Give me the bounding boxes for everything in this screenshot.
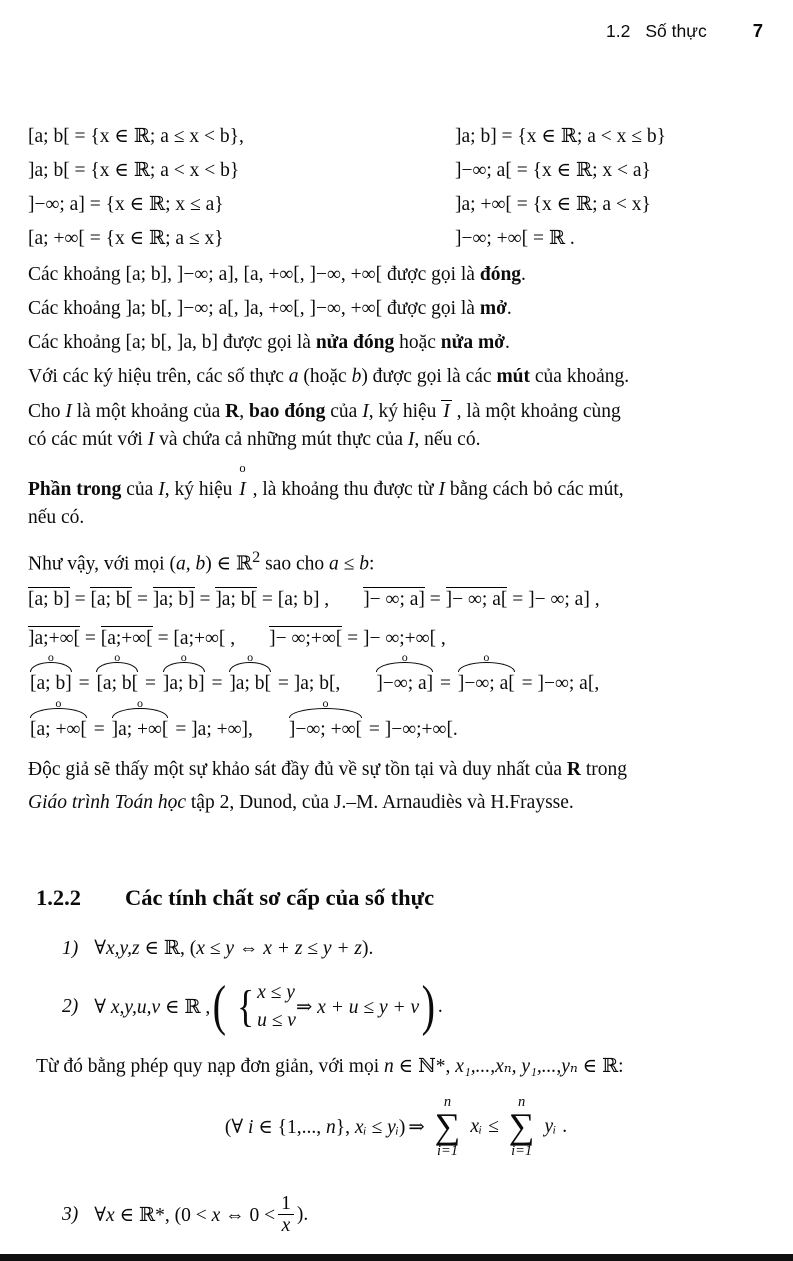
interval-row [28,120,767,154]
variable: xᵢ [470,1115,483,1137]
relation: ≤ [488,1115,499,1137]
fraction [277,1193,295,1237]
interior-ring-expression [30,695,87,743]
sigma-icon: ∑ [434,1106,461,1147]
equation-text: = [79,627,101,649]
text: , nếu có. [414,429,481,450]
text: . [562,1115,568,1137]
text: Từ đó bằng phép quy nạp đơn giản, với mọi [36,1055,385,1077]
interval-def: [a; +∞[ = {x ∈ ℝ; a ≤ x} [28,228,224,249]
text: ). [362,937,374,959]
arc-accent [289,708,362,718]
ring-accent: o [483,649,490,664]
interval-row [28,222,767,256]
variable: x [211,1204,221,1226]
open-intervals-line [28,292,767,326]
interval-def: ]−∞; a] = {x ∈ ℝ; x ≤ a} [28,194,224,215]
equation-text: = ]− ∞;+∞[ , [342,627,446,649]
interior-ring-expression [96,649,139,697]
variable: yᵢ [544,1115,557,1137]
equation-text: = [a; b] , [257,588,330,610]
closure-bar-expression: [a;+∞[ [100,627,153,649]
item-label: 2) [62,995,79,1017]
interior-line-2: nếu có. [28,507,85,528]
variable: b [351,366,362,387]
implication [296,995,419,1019]
interior-definition-paragraph [28,456,767,532]
text: , ký hiệu [164,479,238,500]
text: ∀ [94,937,107,959]
interval-expression: ]−∞; +∞[ [288,718,362,740]
closure-bar-expression: ]a; b[ [215,588,257,610]
variable: a ≤ b [329,553,369,575]
interval-expression: ]−∞; a[ [457,672,515,694]
text: ∈ ℝ, ( [139,937,197,959]
bold-term: nửa mở [440,332,505,353]
variable: I [65,401,72,422]
ring-accent: o [137,695,144,710]
interior-equation-line-2 [28,695,767,743]
equation-text: = [206,672,228,694]
case-condition: u ≤ v [257,1009,296,1031]
text: bằng cách bỏ các mút, [444,479,624,500]
bold-term: mở [479,298,507,319]
sum-inequality-equation [28,1091,767,1163]
ring-accent: o [322,695,329,710]
variable: x,y,z [106,937,140,959]
text: sao cho [260,553,330,575]
text: trong [580,758,627,780]
equation-text: = [73,672,95,694]
implies-arrow: ⇒ [408,1116,425,1138]
running-section-number: 1.2 [606,21,631,41]
item-label: 3) [62,1203,79,1225]
interval-expression: [a; +∞[ [30,718,87,740]
equation-text: = ]a; +∞], [170,718,253,740]
arc-accent [376,662,433,672]
closure-definition-paragraph [28,398,767,454]
arc-accent [163,662,205,672]
equation-text: = [88,718,110,740]
equation-text: = ]a; b[, [273,672,341,694]
section-heading [36,883,767,913]
equation-text: = [a;+∞[ , [152,627,236,649]
arc-accent [30,662,72,672]
text: ). [296,1203,309,1225]
text: hoặc [394,332,441,353]
superscript: 2 [252,548,261,566]
cases-stack [257,979,296,1034]
reference-line-1 [28,753,767,786]
equation-text: = [132,588,153,610]
running-section-title: Số thực [645,21,707,41]
bold-term: bao đóng [248,401,326,422]
text: ⇔ [234,937,264,959]
text: của [121,479,159,500]
ring-accent: o [55,695,62,710]
interval-expression: ]a; +∞[ [111,718,169,740]
text: Với các ký hiệu trên, các số thực [28,366,289,387]
text: . [506,298,512,319]
text: ∀ [94,1204,107,1226]
reference-paragraph [28,753,767,819]
cases-brace: { [237,981,254,1031]
endpoints-line [28,360,767,394]
text: . [504,332,510,353]
interior-equation-line-1 [28,649,767,697]
closure-bar-expression: [a; b] [28,588,70,610]
text: ) [398,1116,406,1138]
text: Các khoảng ]a; b[, ]−∞; a[, ]a, +∞[, ]−∞, +∞[ được gọi là [28,298,480,319]
text: . [437,995,443,1017]
variable: a, b [175,553,206,575]
item-label: 1) [62,937,79,959]
text: ∈ ℕ*, [393,1055,456,1077]
interval-def: ]a; b[ = {x ∈ ℝ; a < x < b} [28,160,240,181]
interior-ring-expression [457,649,515,697]
variable: x,y,u,v [110,996,161,1018]
variable: I [407,429,415,450]
closure-bar-expression: ]a; b] [152,588,195,610]
text: ) được gọi là các [361,366,497,387]
text: có các mút với [28,429,148,450]
variable: I [147,429,155,450]
case-condition: x ≤ y [257,982,295,1004]
equation-text: = [69,588,91,610]
variable: n [326,1116,336,1138]
closure-equation-line-2 [28,621,767,652]
bold-term: mút [496,366,531,387]
closed-intervals-line [28,258,767,292]
sigma-icon: ∑ [508,1106,535,1147]
variable: a [288,366,299,387]
implies-arrow: ⇒ [295,996,318,1018]
sum-lower-limit: i=1 [436,1142,459,1159]
variable: x + z ≤ y + z [263,937,363,959]
bold-term: Phần trong [28,479,122,500]
interior-line-1 [28,461,767,504]
interval-expression: [a; b] [30,672,72,694]
item-formula [94,1203,275,1227]
interior-ring-expression [376,649,434,697]
text: , [239,401,249,422]
variable: x ≤ y [196,937,235,959]
equation-text: = [435,672,456,694]
reals-symbol: R [566,758,581,780]
equation-text: = [424,588,446,610]
section-number: 1.2.2 [36,884,81,910]
text: Các khoảng [a; b], ]−∞; a], [a, +∞[, ]−∞, +∞[ được gọi là [28,264,480,285]
closure-bar-expression: ]− ∞;+∞[ [269,627,343,649]
interval-def: ]−∞; +∞[ = ℝ . [455,228,575,249]
arc-accent [458,662,515,672]
closure-line-1 [28,398,767,426]
interval-expression: ]−∞; a] [376,672,434,694]
reals-symbol: R [225,401,240,422]
arc-accent [229,662,271,672]
scan-edge-artifact [0,1254,793,1261]
interval-def: [a; b[ = {x ∈ ℝ; a ≤ x < b}, [28,126,244,147]
text: và chứa cả những mút thực của [154,429,408,450]
closure-bar-expression: [a; b[ [90,588,133,610]
text: , là khoảng thu được từ [247,479,439,500]
half-open-intervals-line [28,326,767,360]
interval-def: ]a; b] = {x ∈ ℝ; a < x ≤ b} [455,126,666,147]
interval-expression: [a; b[ [96,672,139,694]
equation-text: = ]− ∞; a] , [507,588,600,610]
interior-ring-expression [30,649,72,697]
equation-text: = [140,672,161,694]
text: . [521,264,526,285]
variable: I [438,479,445,500]
text: ) ∈ ℝ [205,553,253,575]
text: là một khoảng của [71,401,226,422]
text: ∀ [94,996,111,1018]
bold-term: nửa đóng [315,332,395,353]
text: ⇔ 0 < [220,1204,276,1226]
variable: I [239,479,246,500]
text: (hoặc [298,366,352,387]
section-title: Các tính chất sơ cấp của số thực [125,884,435,910]
text: của [325,401,363,422]
text: tập 2, Dunod, của J.–M. Arnaudiès và H.Fraysse. [186,791,574,813]
interior-ring-expression [229,649,271,697]
ring-accent: o [401,649,408,664]
equation-text: = [194,588,216,610]
interval-def: ]a; +∞[ = {x ∈ ℝ; a < x} [455,194,651,215]
fraction-denominator: x [278,1214,295,1236]
equation-text: = ]−∞;+∞[. [363,718,458,740]
interior-ring-expression [111,695,169,743]
sum-upper-limit: n [518,1093,526,1110]
induction-paragraph [36,1053,767,1081]
arc-accent [96,662,138,672]
interior-ring-expression [288,695,362,743]
text: Như vậy, với mọi ( [28,553,176,575]
text: Các khoảng [a; b[, ]a, b] được gọi là [28,332,316,353]
bold-term: đóng [479,264,522,285]
sum-lower-limit: i=1 [511,1142,533,1159]
closure-line-2 [28,426,767,454]
text: }, [335,1116,355,1138]
interval-kinds-paragraph [28,258,767,394]
interval-def: ]−∞; a[ = {x ∈ ℝ; x < a} [455,160,651,181]
property-item-2 [62,975,767,1039]
variable: x [106,1204,115,1226]
closure-bar-expression: ]− ∞; a] [363,588,425,610]
big-right-paren: ) [421,974,436,1037]
ring-accent: o [239,461,246,475]
text: (∀ [224,1116,249,1138]
page-number: 7 [752,20,763,41]
property-item-1 [62,935,767,963]
text: Cho [28,401,66,422]
equation-text: = ]−∞; a[, [516,672,600,694]
text: , ký hiệu [368,401,442,422]
text: ∈ ℝ: [577,1055,624,1077]
variable: I [362,401,369,422]
text: Độc giả sẽ thấy một sự khảo sát đầy đủ về sự tồn tại và duy nhất của [28,758,567,780]
closure-bar-expression: ]− ∞; a[ [445,588,508,610]
summation-symbol [509,1095,535,1158]
text: ∈ ℝ , [160,996,211,1018]
reference-line-2 [28,786,767,819]
summation-symbol [435,1095,461,1158]
arc-accent [112,708,169,718]
text: ∈ ℝ*, (0 < [114,1204,212,1226]
interval-row [28,188,767,222]
arc-accent [30,708,87,718]
book-title: Giáo trình Toán học [28,791,187,813]
variable: xᵢ ≤ yᵢ [354,1116,399,1138]
item-formula [94,935,373,963]
quantifier [94,995,210,1019]
property-item-3 [62,1189,767,1241]
sum-upper-limit: n [443,1093,452,1110]
variable: I [158,479,165,500]
closure-bar-symbol: I [443,401,450,422]
text: : [368,553,375,575]
variable: x + u ≤ y + v [317,996,420,1018]
ring-accent: o [47,649,54,664]
variable: i [248,1116,254,1138]
interval-definitions [28,120,767,256]
ring-accent: o [247,649,254,664]
closure-bar-expression: ]a;+∞[ [28,627,80,649]
interval-row [28,154,767,188]
interior-ring-symbol [239,461,246,504]
hypothesis [225,1115,405,1139]
variable: n [384,1055,394,1077]
big-left-paren: ( [212,974,227,1037]
text: ∈ {1,..., [253,1116,327,1138]
ring-accent: o [114,649,121,664]
variable: x₁,...,xₙ, y₁,...,yₙ [455,1055,578,1077]
ring-accent: o [180,649,187,664]
text: của khoảng. [530,366,630,387]
interval-expression: ]a; b[ [229,672,271,694]
fraction-numerator: 1 [281,1192,291,1214]
interval-expression: ]a; b] [162,672,205,694]
nhu-vay-line [28,542,767,580]
text: , là một khoảng cùng [451,401,621,422]
closure-equation-line-1 [28,582,767,613]
interior-ring-expression [162,649,205,697]
